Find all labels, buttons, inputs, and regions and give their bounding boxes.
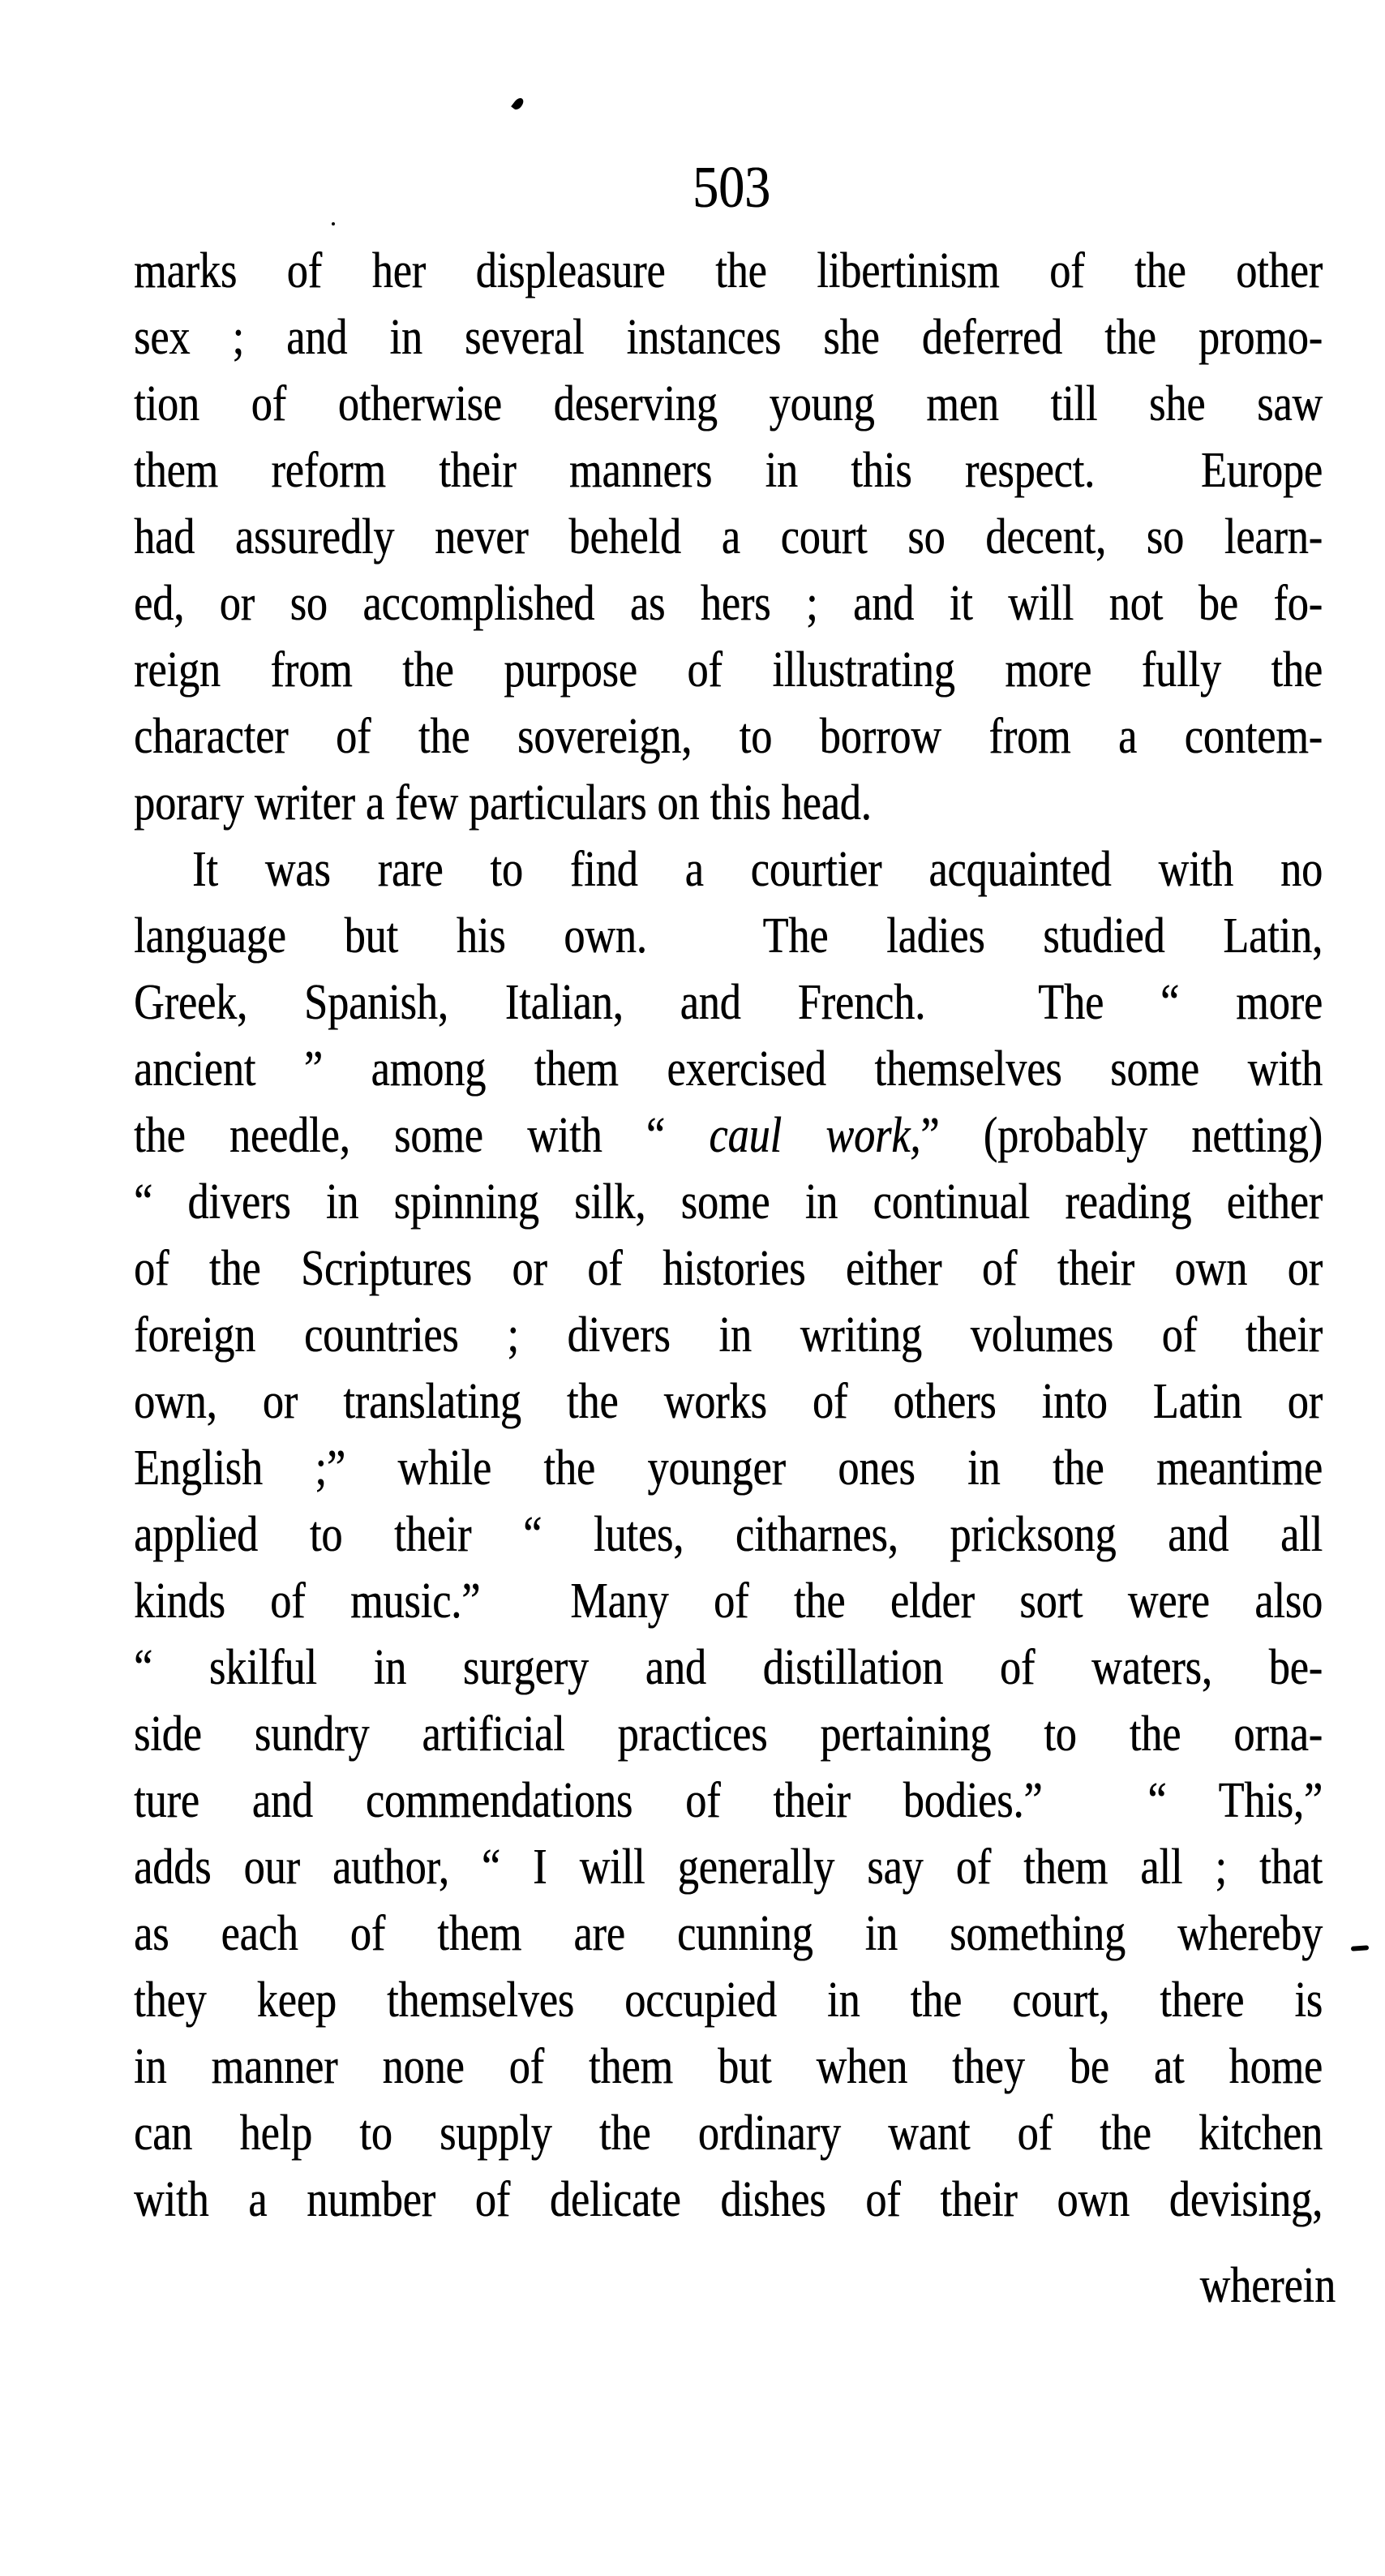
- text-line: foreign countries ; divers in writing volumes of their: [134, 1307, 1323, 1363]
- text-line: adds our author, “ I will generally say of them all ; that: [134, 1840, 1323, 1896]
- text-line: they keep themselves occupied in the court, there is: [134, 1973, 1323, 2029]
- text-line: applied to their “ lutes, citharnes, pricksong and all: [134, 1507, 1323, 1563]
- text-line: with a number of delicate dishes of their own devising,: [134, 2172, 1323, 2228]
- text-line: “ divers in spinning silk, some in continual reading either: [134, 1174, 1323, 1230]
- text-line: side sundry artificial practices pertaining to the orna-: [134, 1707, 1323, 1762]
- text-line: in manner none of them but when they be at home: [134, 2039, 1323, 2095]
- catchword: wherein: [1199, 2258, 1336, 2314]
- text-line: tion of otherwise deserving young men till she saw: [134, 376, 1323, 432]
- text-line: language but his own. The ladies studied Latin,: [134, 908, 1323, 964]
- text-line: It was rare to find a courtier acquainted with no: [192, 842, 1323, 898]
- text-line: of the Scriptures or of histories either of their own or: [134, 1241, 1323, 1297]
- text-line: Greek, Spanish, Italian, and French. The “ more: [134, 975, 1323, 1031]
- text-line: kinds of music.” Many of the elder sort were also: [134, 1574, 1323, 1629]
- text-line: marks of her displeasure the libertinism of the other: [134, 243, 1323, 299]
- text-line: as each of them are cunning in something whereby: [134, 1906, 1323, 1962]
- text-line: “ skilful in surgery and distillation of waters, be-: [134, 1640, 1323, 1696]
- text-line: sex ; and in several instances she deferred the promo-: [134, 310, 1323, 366]
- text-line: own, or translating the works of others into Latin or: [134, 1374, 1323, 1430]
- text-line: character of the sovereign, to borrow from a contem-: [134, 709, 1323, 765]
- text-line: reign from the purpose of illustrating more fully the: [134, 642, 1323, 698]
- text-line: ture and commendations of their bodies.” “ This,”: [134, 1773, 1323, 1829]
- text-line: porary writer a few particulars on this head.: [134, 775, 872, 831]
- ink-speck-right-margin: [1351, 1945, 1369, 1951]
- text-line: ed, or so accomplished as hers ; and it will not be fo-: [134, 576, 1323, 632]
- text-line: ancient ” among them exercised themselves some with: [134, 1041, 1323, 1097]
- text-line: them reform their manners in this respect. Europe: [134, 443, 1323, 499]
- ink-speck-left: [332, 222, 335, 225]
- text-line: English ;” while the younger ones in the meantime: [134, 1440, 1323, 1496]
- text-line: can help to supply the ordinary want of the kitchen: [134, 2106, 1323, 2162]
- text-block: [134, 238, 1336, 2320]
- text-line: had assuredly never beheld a court so decent, so learn-: [134, 509, 1323, 565]
- page-number: 503: [692, 153, 770, 221]
- ink-speck-top: [511, 97, 525, 112]
- text-line: the needle, some with “ caul work,” (probably netting): [134, 1108, 1323, 1164]
